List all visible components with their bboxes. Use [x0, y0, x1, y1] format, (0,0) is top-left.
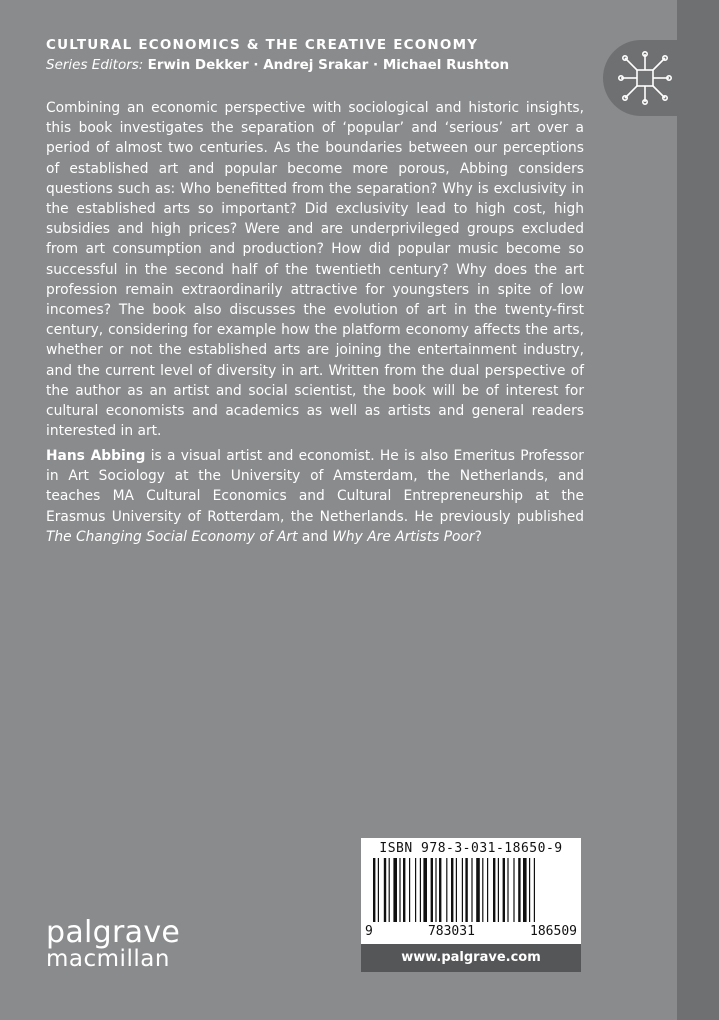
barcode-bar — [389, 858, 390, 922]
barcode-bar — [518, 858, 520, 922]
barcode-bar — [399, 858, 400, 922]
book-description: Combining an economic perspective with sociological and historic insights, this book investigates the separation of ‘popular’ and ‘serious’ art over a period of almost two centuries. As the boundaries between our perceptions of established art and popular become more porous, Abbing considers questions such as: Who benefitted from the separation? Why is exclusivity in the established arts so important? Did exclusivity lead to high cost, high subsidies and high prices? Were and are underprivileged groups excluded from art consumption and production? How did popular music become so successful in the second half of the twentieth century? Why does the art profession remain extraordinarily attractive for youngsters in spite of low incomes? The book also discusses the evolution of art in the twenty-first century, considering for example how the platform economy affects the arts, whether or not the established arts are joining the entertainment industry, and the current level of diversity in art. Written from the dual perspective of the author as an artist and social scientist, the book will be of interest for cultural economists and academics as well as artists and general readers interested in art. — [46, 100, 584, 440]
series-title: CULTURAL ECONOMICS & THE CREATIVE ECONOMY — [46, 37, 479, 53]
author-bio — [46, 446, 584, 547]
series-editors — [46, 57, 509, 73]
publisher-website: www.palgrave.com — [361, 944, 581, 972]
barcode-bar — [513, 858, 514, 922]
series-editors-label: Series Editors: — [46, 57, 144, 73]
series-editors-names: Erwin Dekker · Andrej Srakar · Michael Rushton — [147, 57, 510, 73]
barcode-bar — [493, 858, 495, 922]
barcode-bar — [420, 858, 421, 922]
bio-text-2: and — [297, 528, 333, 545]
barcode-bar — [465, 858, 467, 922]
palgrave-mark-icon — [615, 48, 675, 108]
bio-text-1: is a visual artist and economist. He is also Emeritus Professor in Art Sociology at the University of Amsterdam, the Netherlands, and teaches MA Cultural Economics and Cultural Entrepreneurship at the Erasmus University of Rotterdam, the Netherlands. He previously published — [46, 448, 584, 525]
barcode-digit-group-2: 783031 — [427, 924, 475, 939]
barcode-bar — [415, 858, 416, 922]
barcode-digit-group-3: 186509 — [530, 924, 577, 939]
publisher-name-line2: macmillan — [46, 946, 170, 972]
barcode-bar — [456, 858, 457, 922]
barcode-bar — [529, 858, 530, 922]
barcode-digits — [365, 924, 577, 939]
author-name: Hans Abbing — [46, 448, 146, 464]
spine-strip — [677, 0, 719, 1020]
barcode-bar — [498, 858, 499, 922]
bio-text-3: ? — [474, 528, 482, 545]
publisher-name-line1: palgrave — [46, 915, 181, 950]
logo-tab — [603, 40, 719, 116]
barcode-bar — [487, 858, 488, 922]
barcode-bar — [378, 858, 379, 922]
barcode-digit-group-1: 9 — [365, 924, 373, 939]
barcode-bar — [393, 858, 397, 922]
barcode-bar — [384, 858, 386, 922]
barcode-bar — [451, 858, 453, 922]
barcode-bar — [446, 858, 447, 922]
barcode-icon — [373, 858, 569, 922]
isbn-label: ISBN 978-3-031-18650-9 — [379, 841, 563, 856]
barcode-bar — [523, 858, 527, 922]
barcode-bar — [373, 858, 375, 922]
barcode-bar — [534, 858, 535, 922]
barcode-bar — [403, 858, 405, 922]
barcode-bar — [471, 858, 472, 922]
barcode-bar — [503, 858, 505, 922]
barcode-bar — [423, 858, 427, 922]
publisher-logo — [46, 915, 181, 972]
barcode-panel — [361, 838, 581, 944]
barcode-bar — [439, 858, 441, 922]
barcode-bar — [431, 858, 433, 922]
bio-book-1: The Changing Social Economy of Art — [46, 528, 298, 545]
barcode-bar — [409, 858, 410, 922]
barcode-bar — [476, 858, 480, 922]
barcode-bar — [507, 858, 508, 922]
barcode-bar — [462, 858, 463, 922]
barcode-bar — [435, 858, 436, 922]
bio-book-2: Why Are Artists Poor — [332, 528, 475, 545]
barcode-bar — [482, 858, 483, 922]
